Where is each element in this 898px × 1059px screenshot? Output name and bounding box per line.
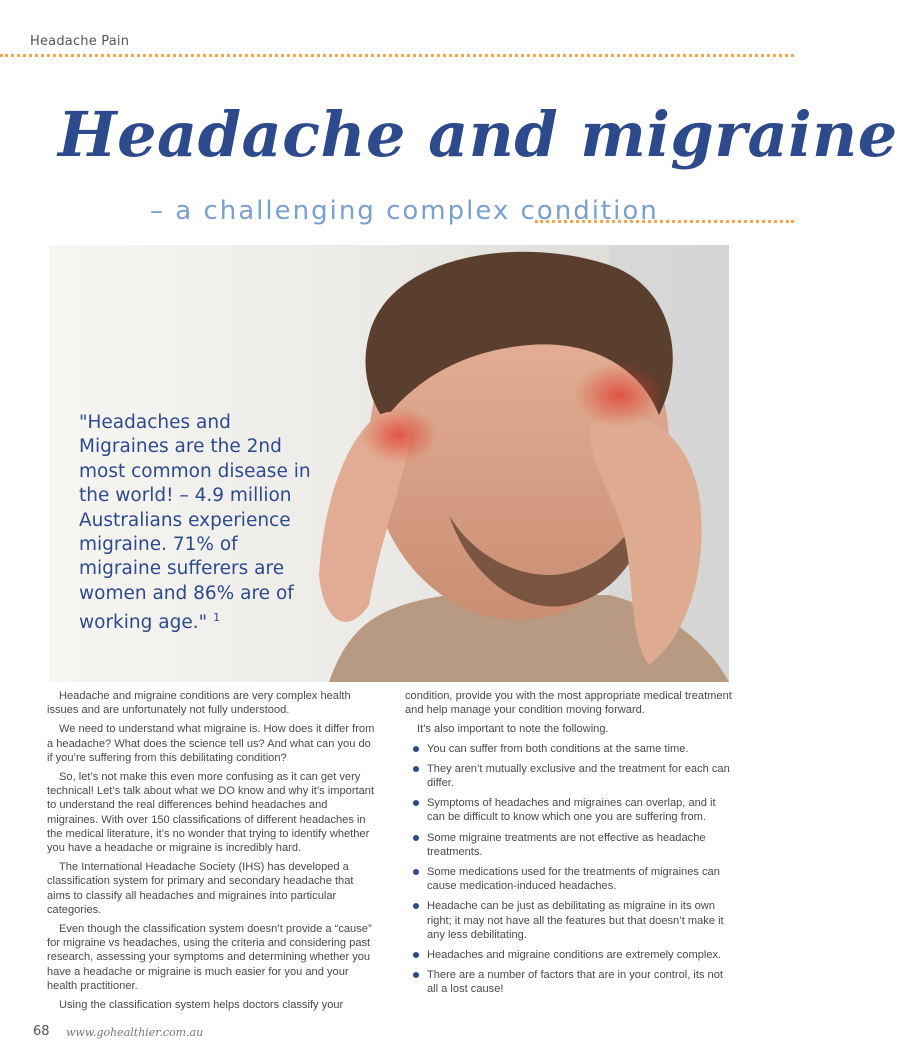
paragraph: condition, provide you with the most appropriate medical treatment and help manage your condition moving forward. [405, 690, 732, 717]
pull-quote [79, 411, 324, 636]
footer-url: www.gohealthier.com.au [66, 1026, 204, 1039]
list-item: Headaches and migraine conditions are extremely complex. [413, 948, 735, 962]
section-divider [0, 54, 794, 57]
list-item: They aren’t mutually exclusive and the treatment for each can differ. [413, 762, 735, 790]
paragraph: Headache and migraine conditions are very complex health issues and are unfortunately not fully understood. [47, 690, 351, 717]
paragraph: It’s also important to note the following. [417, 723, 609, 736]
hero-image [49, 245, 729, 682]
paragraph: We need to understand what migraine is. How does it differ from a headache? What does the science tell us? And what can you do if you’re suffering from this debilitating condition? [47, 723, 375, 764]
article-title: Headache and migraine [58, 98, 898, 171]
list-item: There are a number of factors that are in your control, its not all a lost cause! [413, 968, 735, 996]
article-column-left [47, 689, 377, 1017]
list-item: Symptoms of headaches and migraines can overlap, and it can be difficult to know which one you are suffering from. [413, 796, 735, 824]
quote-reference: 1 [213, 611, 221, 625]
article-column-right [405, 689, 735, 1003]
list-item: Some medications used for the treatments of migraines can cause medication-induced headaches. [413, 865, 735, 893]
paragraph: Using the classification system helps doctors classify your [59, 999, 344, 1012]
page-number: 68 [33, 1024, 50, 1039]
paragraph: Even though the classification system doesn’t provide a “cause” for migraine vs headaches, using the criteria and considering past research, assessing your symptoms and determining whether you have a headache or migraine is much easier for you and your health practitioner. [47, 923, 372, 992]
list-item: You can suffer from both conditions at the same time. [413, 742, 735, 756]
subtitle-divider [535, 220, 794, 223]
list-item: Headache can be just as debilitating as migraine in its own right; it may not have all the features but that doesn’t make it any less debilitating. [413, 899, 735, 942]
paragraph: The International Headache Society (IHS) has developed a classification system for primary and secondary headache that aims to classify all headaches and migraines into particular categories. [47, 861, 354, 916]
section-label: Headache Pain [30, 34, 130, 49]
bullet-list [413, 742, 735, 997]
article-subtitle: – a challenging complex condition [150, 196, 659, 226]
pull-quote-text: "Headaches and Migraines are the 2nd most common disease in the world! – 4.9 million Australians experience migraine. 71% of migraine sufferers are women and 86% are of working age." [79, 412, 311, 634]
paragraph: So, let’s not make this even more confusing as it can get very technical! Let’s talk about what we DO know and why it’s important to understand the real differences behind headaches and migraines. With over 150 classifications of different headaches in the medical literature, it’s no wonder that trying to identify whether you have a headache or migraine is incredibly hard. [47, 771, 375, 855]
list-item: Some migraine treatments are not effective as headache treatments. [413, 831, 735, 859]
